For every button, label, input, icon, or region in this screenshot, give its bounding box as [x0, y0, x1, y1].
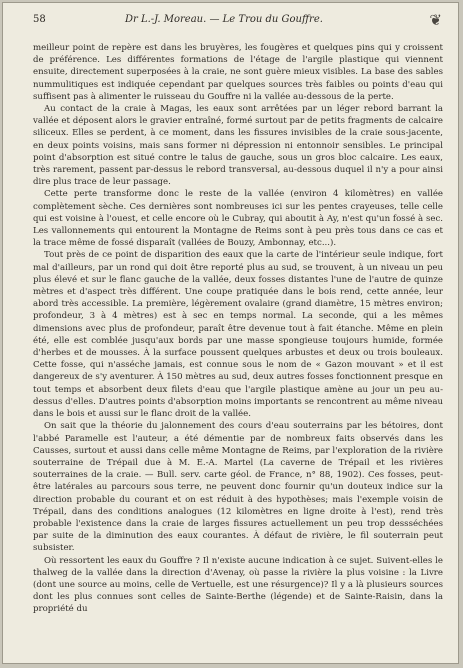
page-number: 58 — [33, 14, 46, 25]
running-header — [33, 11, 442, 29]
paragraph: On sait que la théorie du jalonnement des cours d'eau souterrains par les bétoires, dont l'abbé Paramelle est l'auteur, a été démentie par de nombreux faits observés dans les Causses, surtout et aussi dans celle même Montagne de Reims, par l'exploration de la rivière souterraine de Trépail due à M. E.-A. Martel (La caverne de Trépail et les rivières souterraines de la craie. — Bull. serv. carte géol. de France, n° 88, 1902). Ces fosses, peut-être latérales au parcours sous terre, ne peuvent donc fournir qu'un douteux indice sur la direction probable du courant et on est réduit à des hypothèses; mais l'exemple voisin de Trépail, dans des conditions analogues (12 kilomètres en ligne droite à l'est), rend très probable l'existence dans la craie de larges fissures actuellement un peu trop dessséchées par suite de la diminution des eaux courantes. À défaut de rivière, le fil souterrain peut subsister. — [33, 421, 443, 554]
paragraph-continued: meilleur point de repère est dans les bruyères, les fougères et quelques pins qui y croissent de préférence. Les différentes formations de l'étage de l'argile plastique qui viennent ensuite, directement superposées à la craie, ne sont guère mieux visibles. La base des sables nummulitiques est indiquée cependant par quelques sources très faibles ou points d'eau qui suffisent pas à alimenter le ruisseau du Gouffre ni la vallée au-dessous de la perte. — [33, 43, 443, 102]
body-text — [33, 42, 443, 616]
paragraph: Cette perte transforme donc le reste de la vallée (environ 4 kilomètres) en vallée complètement sèche. Ces dernières sont nombreuses ici sur les pentes crayeuses, telle celle qui est voisine à l'ouest, et celle encore où le Cubray, qui aboutit à Ay, n'est qu'un fossé à sec. Les vallonnements qui entourent la Montagne de Reims sont à peu près tous dans ce cas et la trace même de fossé disparaît (vallées de Bouzy, Ambonnay, etc...). — [33, 189, 443, 249]
book-page — [2, 2, 459, 664]
running-title: Dr L.-J. Moreau. — Le Trou du Gouffre. — [125, 14, 323, 25]
paragraph: Où ressortent les eaux du Gouffre ? Il n'existe aucune indication à ce sujet. Suivent-elles le thalweg de la vallée dans la direction d'Avenay, où passe la rivière la plus voisine : la Livre (dont une source au moins, celle de Vertuelle, est une résurgence)? Il y a là plusieurs sources dont les plus connues sont celles de Sainte-Berthe (légende) et de Sainte-Raisin, dans la propriété du — [33, 555, 443, 615]
library-stamp-icon: ❦ — [429, 11, 442, 29]
paragraph: Tout près de ce point de disparition des eaux que la carte de l'intérieur seule indique, fort mal d'ailleurs, par un rond qui doit être reporté plus au sud, se trouvent, à un niveau un peu plus élevé et sur le flanc gauche de la vallée, deux fosses distantes l'une de l'autre de quinze mètres et d'aspect très différent. Une coupe pratiquée dans le bois rend, cette année, leur abord très accessible. La première, légèrement ovalaire (grand diamètre, 15 mètres environ; profondeur, 3 à 4 mètres) est à sec en temps normal. La seconde, qui a les mêmes dimensions avec plus de profondeur, paraît être devenue tout à fait étanche. Même en plein été, elle est comblée jusqu'aux bords par une masse spongieuse toujours humide, formée d'herbes et de mousses. À la surface poussent quelques arbustes et deux ou trois bouleaux. Cette fosse, qui n'asséche jamais, est connue sous le nom de « Gazon mouvant » et il est dangereux de s'y aventurer. À 150 mètres au sud, deux autres fosses fonctionnent presque en tout temps et absorbent deux filets d'eau que l'argile plastique amène au jour un peu au-dessus d'elles. D'autres points d'absorption moins importants se rencontrent au même niveau dans le bois et aussi sur le flanc droit de la vallée. — [33, 250, 443, 420]
paragraph: Au contact de la craie à Magas, les eaux sont arrêtées par un léger rebord barrant la vallée et déposent alors le gravier entraîné, formé surtout par de petits fragments de calcaire siliceux. Elles se perdent, à ce moment, dans les fissures invisibles de la craie sous-jacente, en deux points voisins, mais sans former ni dépression ni entonnoir sensibles. Le principal point d'absorption est situé contre le talus de gauche, sous un gros bloc calcaire. Les eaux, très rarement, passent par-dessus le rebord transversal, au-dessous duquel il n'y a pour ainsi dire plus trace de leur passage. — [33, 104, 443, 188]
